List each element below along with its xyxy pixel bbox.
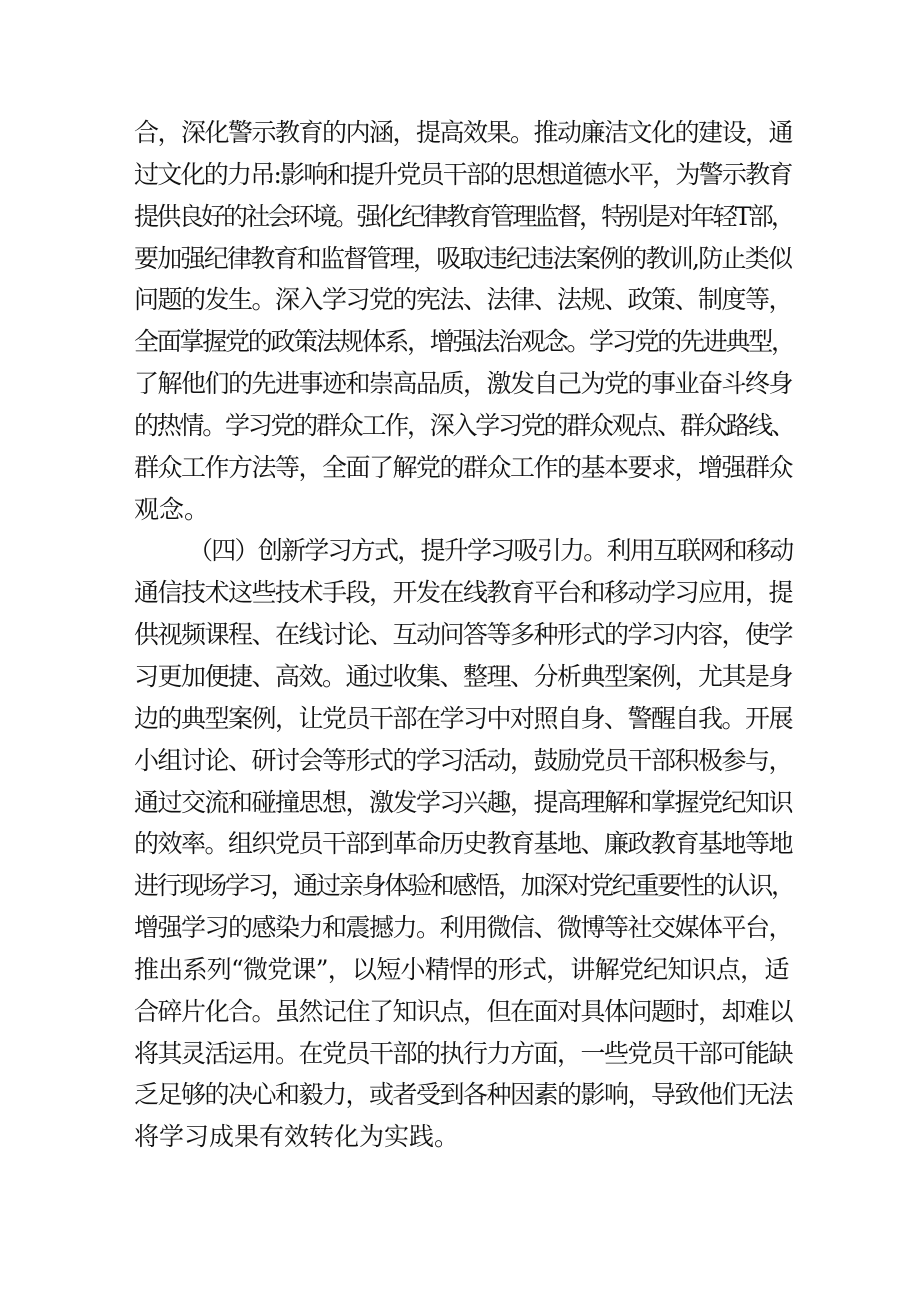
text-line: 将其灵活运用。在党员干部的执行力方面，一些党员干部可能缺 [134,1038,793,1068]
text-line: 了解他们的先进事迹和崇高品质，激发自己为党的事业奋斗终身 [134,369,793,399]
text-line: 增强学习的感染力和震撼力。利用微信、微博等社交媒体平台， [134,913,793,943]
body-text [134,112,794,1158]
text-line: 习更加便捷、高效。通过收集、整理、分析典型案例，尤其是身 [134,661,793,691]
text-line: 供视频课程、在线讨论、互动问答等多种形式的学习内容，使学 [134,620,793,650]
text-line: 的热情。学习党的群众工作，深入学习党的群众观点、群众路线、 [134,410,794,440]
text-line: 通信技术这些技术手段，开发在线教育平台和移动学习应用，提 [134,578,793,608]
text-line: 要加强纪律教育和监督管理，吸取违纪违法案例的教训,防止类似 [134,243,792,273]
text-line: 提供良好的社会环境。强化纪律教育管理监督，特别是对年轻T部， [134,201,794,231]
text-line: 问题的发生。深入学习党的宪法、法律、法规、政策、制度等， [134,285,793,315]
text-line: 群众工作方法等，全面了解党的群众工作的基本要求，增强群众 [134,452,793,482]
text-line: 小组讨论、研讨会等形式的学习活动，鼓励党员干部积极参与， [134,745,793,775]
text-line: 乏足够的决心和毅力，或者受到各种因素的影响，导致他们无法 [134,1080,793,1110]
text-line: 全面掌握党的政策法规体系，增强法治观念。学习党的先进典型， [134,327,794,357]
text-line: 合，深化警示教育的内涵，提高效果。推动廉洁文化的建设，通 [134,118,793,147]
text-line: 合碎片化合。虽然记住了知识点，但在面对具体问题时，却难以 [134,996,793,1026]
text-line: 观念。 [134,494,210,524]
text-line: 通过交流和碰撞思想，激发学习兴趣，提高理解和掌握党纪知识 [134,787,793,817]
text-line: （四）创新学习方式，提升学习吸引力。利用互联网和移动 [188,536,793,566]
text-line: 的效率。组织党员干部到革命历史教育基地、廉政教育基地等地 [134,829,793,859]
text-line: 将学习成果有效转化为实践。 [134,1122,460,1152]
text-line: 边的典型案例，让党员干部在学习中对照自身、警醒自我。开展 [134,703,793,733]
text-line: 过文化的力吊:影响和提升党员干部的思想道德水平，为警示教育 [134,159,792,189]
text-line: 推出系列“微党课”，以短小精悍的形式，讲解党纪知识点，适 [134,954,789,984]
text-line: 进行现场学习，通过亲身体验和感悟，加深对党纪重要性的认识， [134,871,794,901]
